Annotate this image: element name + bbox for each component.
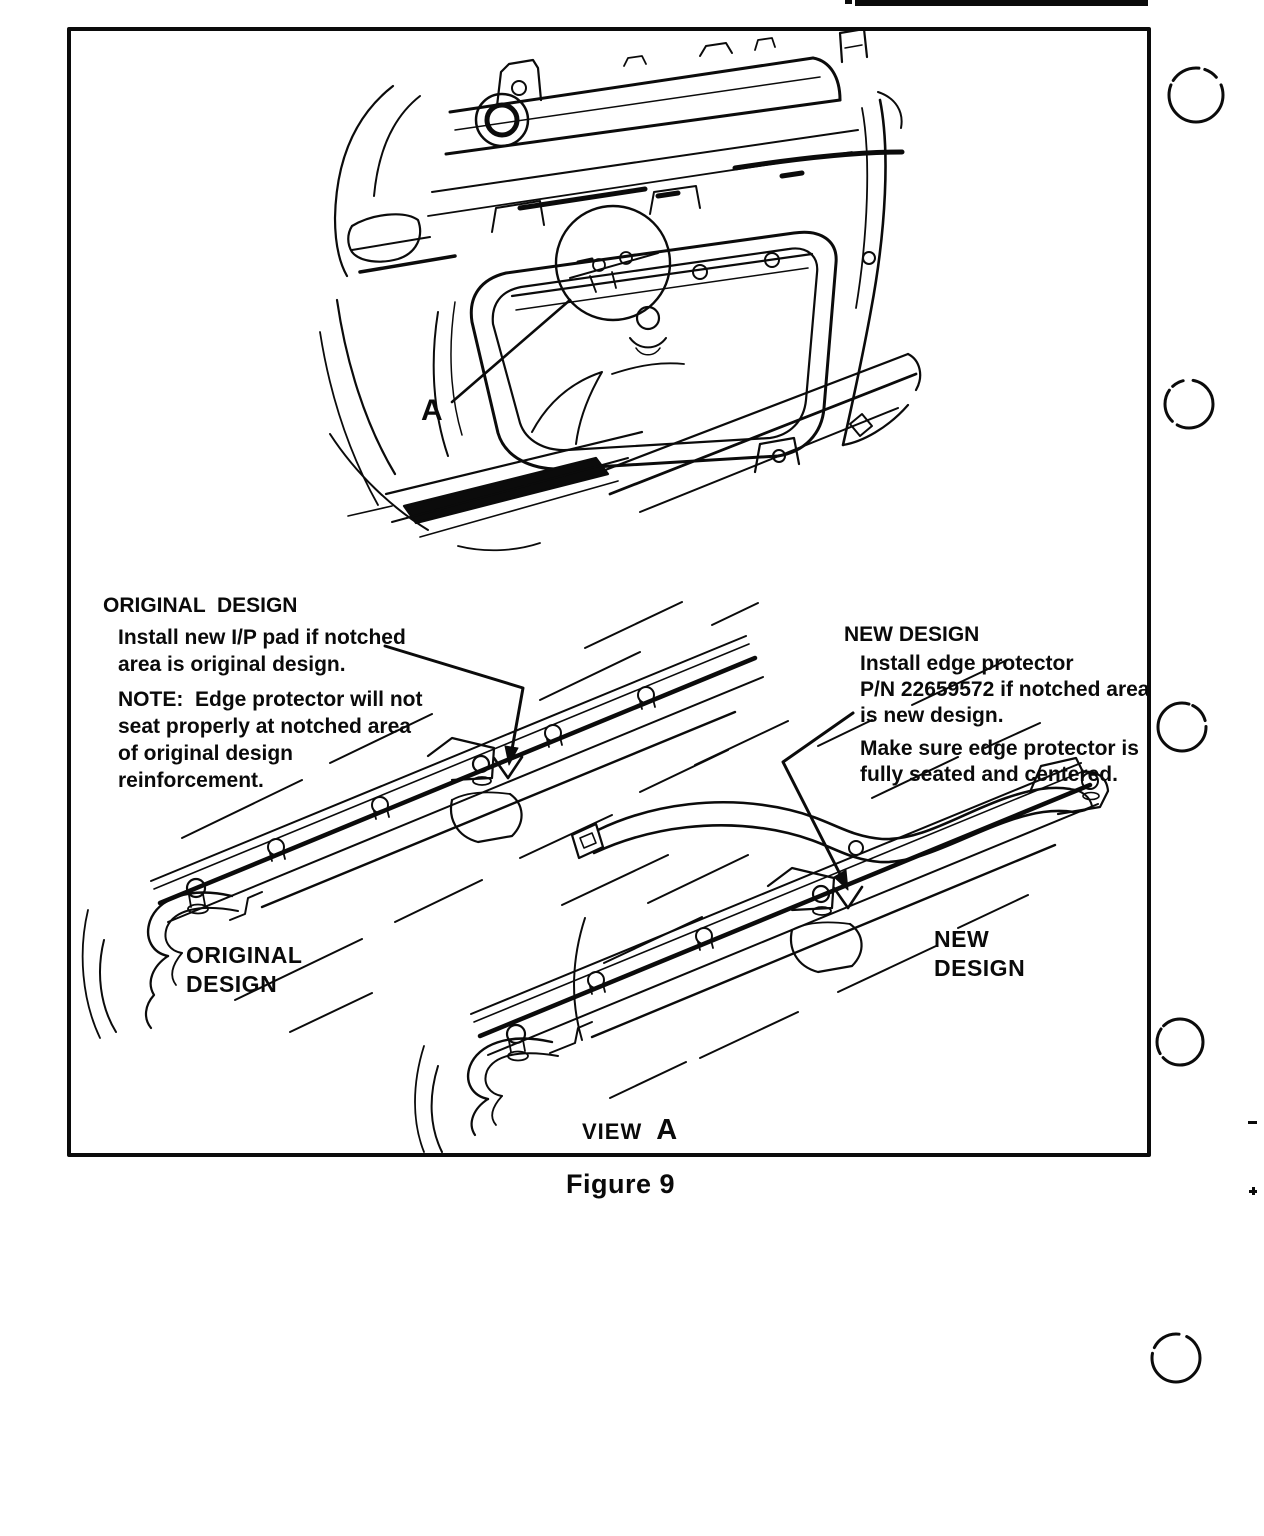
new-note-heading: NEW DESIGN	[844, 623, 980, 646]
figure-caption: Figure 9	[566, 1169, 676, 1199]
original-note-line: area is original design.	[118, 653, 346, 676]
new-note-line: is new design.	[860, 704, 1004, 727]
ip-overview-drawing	[320, 29, 920, 550]
callout-letter: A	[421, 394, 443, 427]
new-design-label: NEW DESIGN	[934, 926, 1026, 981]
new-design-note	[844, 622, 1149, 788]
punch-hole	[1152, 1334, 1200, 1382]
original-design-label: ORIGINAL DESIGN	[186, 942, 303, 997]
view-letter: A	[656, 1114, 678, 1146]
view-word: VIEW	[582, 1119, 643, 1144]
original-note-note-line: of original design	[118, 742, 294, 765]
page-top-rule	[845, 0, 1148, 6]
new-note-line: P/N 22659572 if notched area	[860, 678, 1150, 701]
original-note-note-line: reinforcement.	[118, 769, 264, 792]
new-note-arrow	[783, 713, 853, 890]
original-note-note-line: NOTE: Edge protector will not	[118, 688, 423, 711]
new-note-line: Install edge protector	[860, 652, 1074, 675]
punch-hole	[1157, 1019, 1203, 1065]
new-note-line: Make sure edge protector is	[860, 737, 1139, 760]
original-design-note	[103, 592, 423, 794]
punch-hole	[1158, 703, 1206, 751]
original-note-line: Install new I/P pad if notched	[118, 626, 406, 649]
punch-hole	[1165, 380, 1213, 428]
punch-holes	[1152, 68, 1223, 1382]
view-label	[582, 1114, 677, 1147]
original-note-heading: ORIGINAL DESIGN	[103, 594, 298, 617]
scan-specks	[1248, 1121, 1257, 1195]
original-note-note-line: seat properly at notched area	[118, 715, 411, 738]
note-label: NOTE:	[118, 688, 184, 711]
punch-hole	[1169, 68, 1223, 122]
new-note-line: fully seated and centered.	[860, 763, 1118, 786]
